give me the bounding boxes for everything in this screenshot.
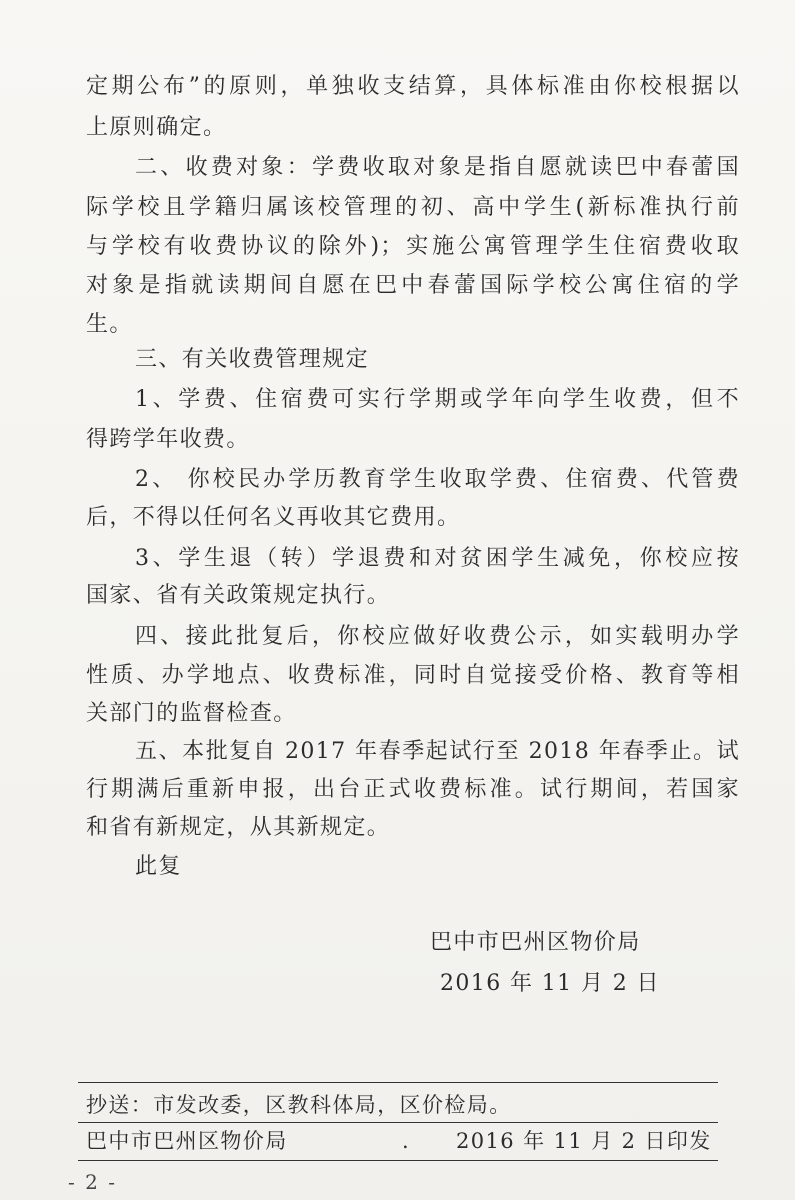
body-line: 定期公布”的原则，单独收支结算，具体标准由你校根据以 bbox=[86, 74, 740, 99]
closing-text: 此复 bbox=[135, 854, 182, 879]
body-line: 关部门的监督检查。 bbox=[86, 701, 297, 726]
signature-org: 巴中市巴州区物价局 bbox=[430, 930, 641, 955]
issuer-name: 巴中市巴州区物价局 bbox=[86, 1129, 288, 1153]
body-line: 得跨学年收费。 bbox=[86, 427, 250, 452]
body-line: 性质、办学地点、收费标准，同时自觉接受价格、教育等相 bbox=[86, 663, 740, 688]
footer-divider-middle bbox=[78, 1122, 718, 1123]
body-line: 和省有新规定，从其新规定。 bbox=[86, 815, 391, 840]
body-line: 际学校且学籍归属该校管理的初、高中学生(新标准执行前 bbox=[86, 195, 740, 220]
signature-date: 2016 年 11 月 2 日 bbox=[440, 971, 660, 996]
body-line: 生。 bbox=[86, 312, 133, 337]
body-line: 1、学费、住宿费可实行学期或学年向学生收费，但不 bbox=[135, 387, 740, 412]
body-line: 后，不得以任何名义再收其它费用。 bbox=[86, 505, 461, 530]
body-line: 四、接此批复后，你校应做好收费公示，如实载明办学 bbox=[135, 624, 740, 649]
body-line: 2、 你校民办学历教育学生收取学费、住宿费、代管费 bbox=[135, 467, 740, 492]
cc-line: 抄送：市发改委，区教科体局，区价检局。 bbox=[86, 1093, 512, 1117]
section-heading: 三、有关收费管理规定 bbox=[135, 347, 370, 372]
body-line: 二、收费对象：学费收取对象是指自愿就读巴中春蕾国 bbox=[135, 155, 740, 180]
body-line: 与学校有收费协议的除外)；实施公寓管理学生住宿费收取 bbox=[86, 234, 740, 259]
footer-divider-bottom bbox=[78, 1160, 718, 1161]
body-line: 国家、省有关政策规定执行。 bbox=[86, 583, 391, 608]
footer-divider-top bbox=[78, 1082, 718, 1083]
issuer-separator: . bbox=[402, 1129, 411, 1153]
body-line: 3、学生退（转）学退费和对贫困学生减免，你校应按 bbox=[135, 546, 740, 571]
issue-date: 2016 年 11 月 2 日印发 bbox=[456, 1129, 712, 1153]
body-line: 对象是指就读期间自愿在巴中春蕾国际学校公寓住宿的学 bbox=[86, 273, 740, 298]
body-line: 五、本批复自 2017 年春季起试行至 2018 年春季止。试 bbox=[135, 739, 740, 764]
body-line: 上原则确定。 bbox=[86, 115, 227, 140]
body-line: 行期满后重新申报，出台正式收费标准。试行期间，若国家 bbox=[86, 777, 740, 802]
page-number: - 2 - bbox=[68, 1170, 117, 1194]
